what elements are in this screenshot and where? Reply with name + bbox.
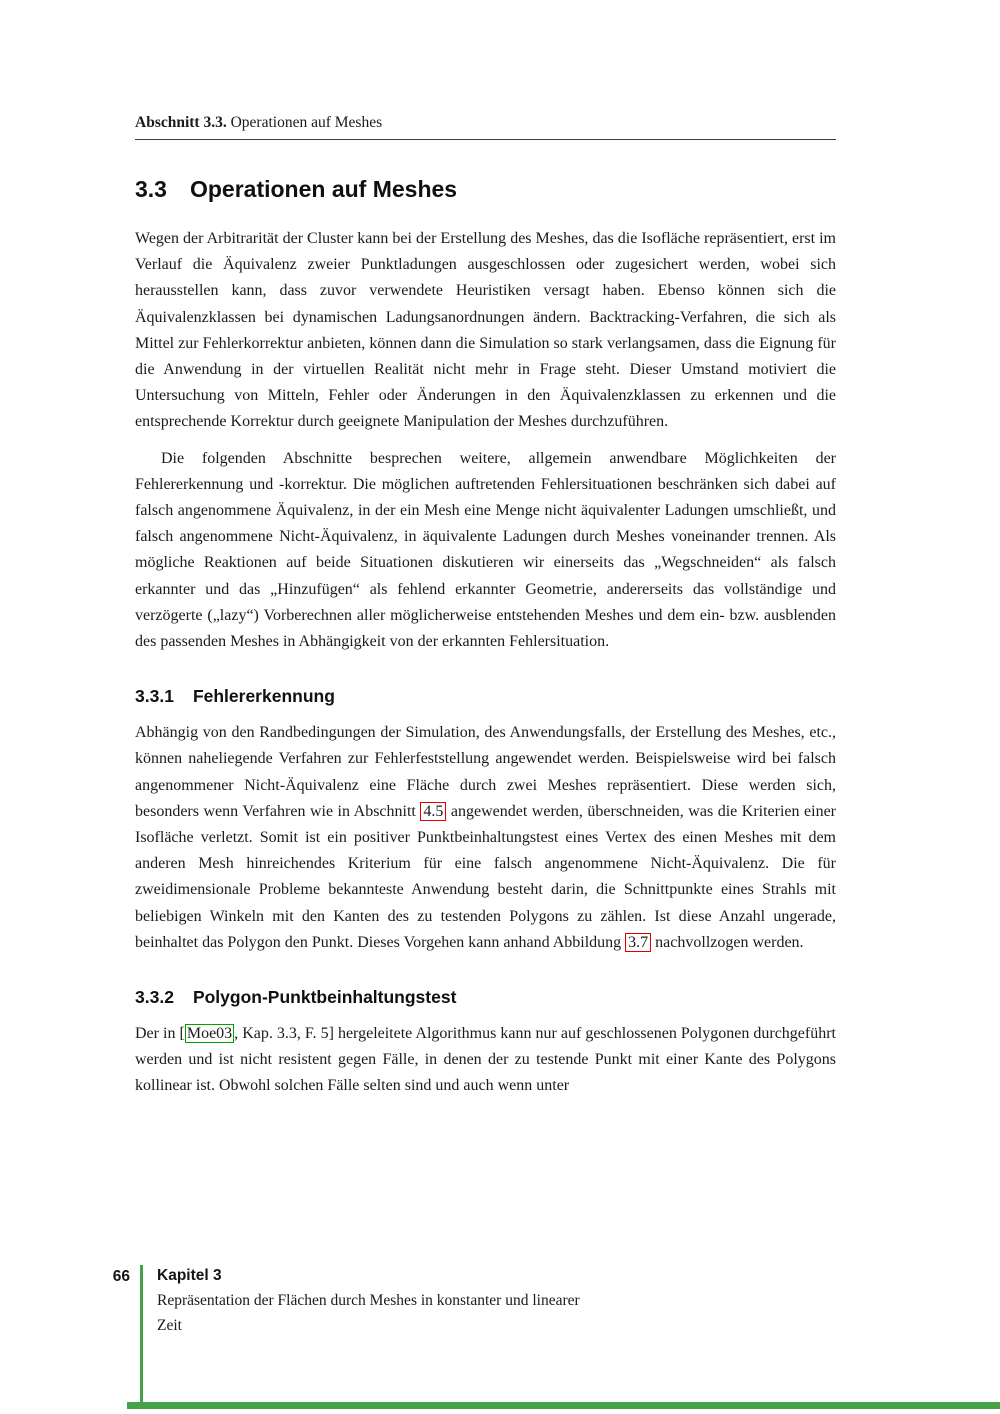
page-number: 66 [112, 1268, 130, 1285]
running-header-section-label: Abschnitt 3.3. [135, 114, 227, 131]
paragraph-polygon-test [135, 1021, 836, 1100]
ref-link-abschnitt-4-5[interactable]: 4.5 [420, 802, 446, 821]
footer-bottom-bar [127, 1402, 1000, 1409]
subsection-title: Fehlererkennung [192, 686, 335, 707]
running-header [135, 114, 836, 139]
footer-chapter-title-line-2: Zeit [157, 1317, 182, 1334]
text-segment: angewendet werden, überschneiden, was die Kriterien einer Isofläche verletzt. Somit ist ein positiver Punktbeinhaltungstest eines Vertex des einen Meshes mit dem anderen Mesh hinreichendes Kriterium für eine falsch angenommene Nicht-Äquivalenz. Die für zweidimensionale Probleme bekannteste Anwendung besteht darin, die Schnittpunkte eines Strahls mit beliebigen Winkeln mit den Kanten des zu testenden Polygons zu zählen. Ist diese Anzahl ungerade, beinhaltet das Polygon den Punkt. Dieses Vorgehen kann anhand Abbildung [135, 802, 836, 951]
text-segment: Abhängig von den Randbedingungen der Simulation, des Anwendungsfalls, der Erstellung des Meshes, etc., können naheliegende Verfahren zur Fehlerfeststellung angewendet werden. Beispielsweise wird bei falsch angenommener Nicht-Äquivalenz eine Fläche durch zwei Meshes repräsentiert. Diese werden sich, besonders wenn Verfahren wie in Abschnitt [135, 724, 836, 820]
subsection-title: Polygon-Punktbeinhaltungstest [192, 987, 457, 1008]
paragraph-fehlererkennung [135, 720, 836, 956]
citation-link-moe03[interactable]: Moe03 [186, 1025, 233, 1043]
subsection-number: 3.3.1 [135, 686, 174, 707]
section-heading [135, 176, 836, 203]
section-number: 3.3 [135, 176, 167, 202]
text-column [135, 0, 836, 1100]
footer-divider-line [140, 1265, 143, 1407]
ref-link-abbildung-3-7[interactable]: 3.7 [625, 933, 651, 952]
paragraph-intro-1: Wegen der Arbitrarität der Cluster kann bei der Erstellung des Meshes, das die Isofläche repräsentiert, erst im Verlauf die Äquivalenz zweier Punktladungen ausgeschlossen oder zugesichert werden, wobei sich herausstellen kann, dass zuvor verwendete Heuristiken versagt haben. Ebenso können sich die Äquivalenzklassen bei dynamischen Ladungsanordnungen ändern. Backtracking-Verfahren, die sich als Mittel zur Fehlerkorrektur anbieten, können dann die Simulation so stark verlangsamen, dass die Eignung für die Anwendung in der virtuellen Realität nicht mehr in Frage steht. Dieser Umstand motiviert die Untersuchung von Mitteln, Fehler oder Änderungen in den Äquivalenzklassen zu erkennen und die entsprechende Korrektur durch geeignete Manipulation der Meshes durchzuführen. [135, 230, 836, 431]
text-segment: , Kap. 3.3, F. 5] hergeleitete Algorithmus kann nur auf geschlossenen Polygonen durchgeführt werden und ist nicht resistent gegen Fälle, in denen der zu testende Punkt mit einer Kante des Polygons kollinear ist. Obwohl solchen Fälle selten sind und auch wenn unter [135, 1025, 837, 1095]
text-segment: Der in [ [135, 1025, 185, 1043]
header-rule [135, 139, 836, 140]
subsection-heading-polygon-punktbeinhaltungstest [135, 987, 836, 1008]
running-header-section-title: Operationen auf Meshes [230, 114, 383, 131]
footer-chapter-title-line-1: Repräsentation der Flächen durch Meshes in konstanter und linearer [157, 1292, 580, 1309]
subsection-heading-fehlererkennung [135, 686, 836, 707]
footer-chapter-label: Kapitel 3 [157, 1267, 222, 1284]
subsection-number: 3.3.2 [135, 987, 174, 1008]
text-segment: nachvollzogen werden. [651, 933, 804, 951]
footer-chapter-info [157, 1267, 717, 1338]
section-title: Operationen auf Meshes [189, 176, 458, 202]
paragraph-intro-2: Die folgenden Abschnitte besprechen weitere, allgemein anwendbare Möglichkeiten der Fehlererkennung und -korrektur. Die möglichen auftretenden Fehlersituationen beschränken sich dabei auf falsch angenommene Äquivalenz, in der ein Mesh eine Menge nicht äquivalenter Ladungen umschließt, und falsch angenommene Nicht-Äquivalenz, in äquivalente Ladungen durch Meshes voneinander trennen. Als mögliche Reaktionen auf beide Situationen diskutieren wir einerseits das „Wegschneiden“ als falsch erkannter und das „Hinzufügen“ als fehlend erkannter Geometrie, andererseits das vollständige und verzögerte („lazy“) Vorberechnen aller möglicherweise entstehenden Meshes und dem ein- bzw. ausblenden des passenden Meshes in Abhängigkeit von der erkannten Fehlersituation. [135, 449, 836, 651]
